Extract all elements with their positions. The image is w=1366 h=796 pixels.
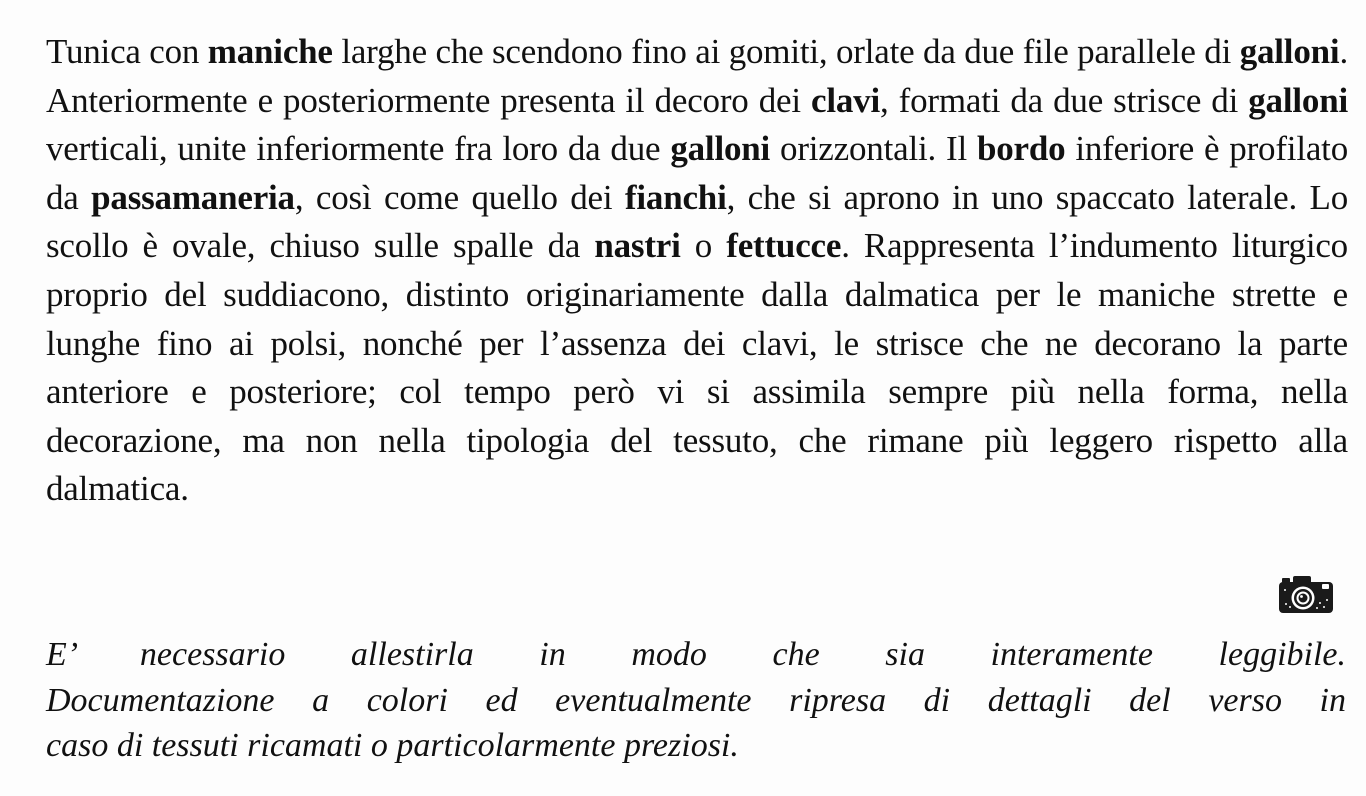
note-line-1: E’ necessario allestirla in modo che sia interamente leggibile. <box>46 636 1346 673</box>
bold-term: bordo <box>976 129 1066 169</box>
text-segment: , così come quello dei <box>294 177 625 217</box>
text-segment: larghe che scendono fino ai gomiti, orlate da due file parallele di <box>332 32 1240 71</box>
bold-term: nastri <box>594 226 681 266</box>
bold-term: clavi <box>811 80 880 120</box>
text-segment: orizzontali. Il <box>770 129 977 169</box>
text-segment: . Anteriormente e posteriormente presenta il decoro dei <box>46 32 1348 120</box>
description-paragraph <box>46 28 1348 514</box>
note-line-2: Documentazione a colori ed eventualmente ripresa di dettagli del verso in <box>46 681 1346 719</box>
text-segment: verticali, unite inferiormente fra loro da due <box>46 129 671 169</box>
note-line-3: caso di tessuti ricamati o particolarmente preziosi. <box>46 727 739 764</box>
bold-term: passamaneria <box>91 177 295 217</box>
bold-term: fettucce <box>726 226 842 266</box>
text-segment: , che si aprono in uno spaccato laterale. Lo scollo è ovale, chiuso sulle spalle da <box>46 177 1349 266</box>
text-segment: inferiore è profilato da <box>46 129 1349 217</box>
bold-term: fianchi <box>624 177 727 217</box>
documentation-note <box>46 632 1346 769</box>
bold-term: galloni <box>1239 32 1340 71</box>
camera-icon <box>1278 573 1334 615</box>
text-segment: o <box>680 226 727 266</box>
bold-term: galloni <box>1248 80 1348 120</box>
bold-term: galloni <box>670 129 771 169</box>
text-segment: , formati da due strisce di <box>879 80 1249 120</box>
text-segment: Tunica con <box>46 32 208 71</box>
text-segment: . Rappresenta l’indumento liturgico proprio del suddiacono, distinto originariamente dalla dalmatica per le maniche strette e lunghe fino ai polsi, nonché per l’assenza dei clavi, le strisce che ne decorano la parte anteriore e posteriore; col tempo però vi si assimila sempre più nella forma, nella decorazione, ma non nella tipologia del tessuto, che rimane più leggero rispetto alla dalmatica. <box>46 226 1348 509</box>
bold-term: maniche <box>207 32 333 71</box>
